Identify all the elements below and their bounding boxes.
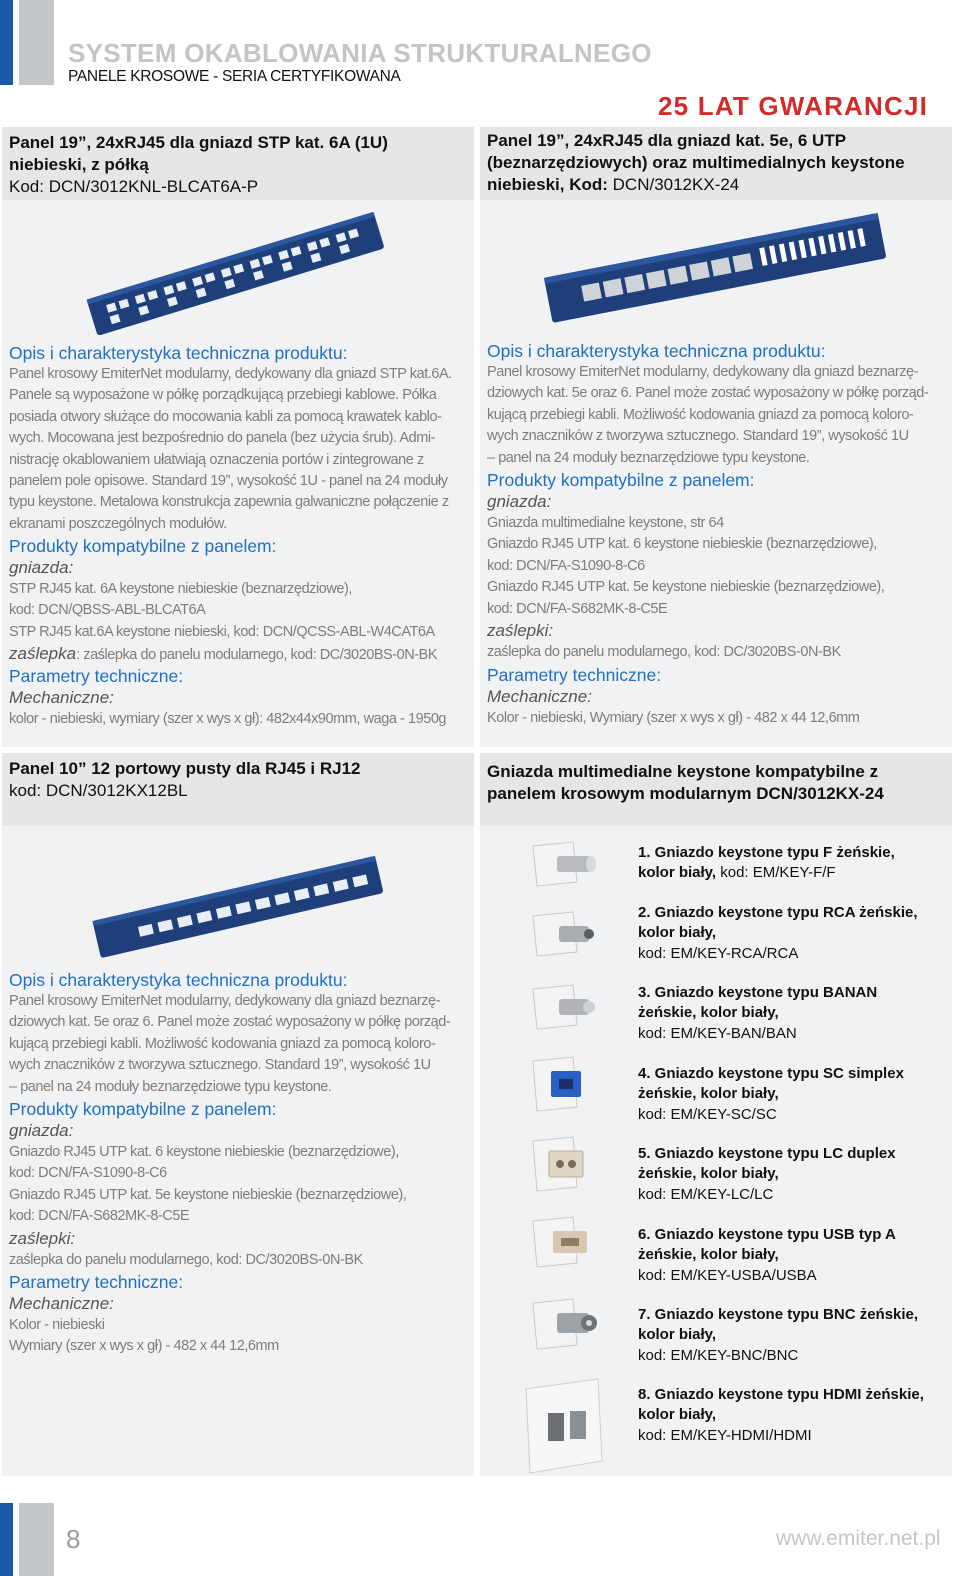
product3-desc-line: dziowych kat. 5e oraz 6. Panel może zostać wyposażony w półkę porząd- bbox=[9, 1014, 451, 1031]
product1-panel-image bbox=[80, 210, 390, 335]
product1-gniazda-line: STP RJ45 kat.6A keystone niebieski, kod: DCN/QCSS-ABL-W4CAT6A bbox=[9, 623, 435, 640]
product1-desc-line: nistrację okablowaniem ułatwiają oznaczenia portów i zintegrowane z bbox=[9, 451, 424, 468]
product2-desc-line: – panel na 24 moduły beznarzędziowe typu keystone. bbox=[487, 449, 810, 466]
keystone-item: 5. Gniazdo keystone typu LC duplex żeńskie, kolor biały, kod: EM/KEY-LC/LC bbox=[638, 1145, 896, 1203]
product3-desc-line: Panel krosowy EmiterNet modularny, dedykowany dla gniazd beznarzę- bbox=[9, 993, 441, 1009]
product3-compat-heading: Produkty kompatybilne z panelem: bbox=[9, 1099, 277, 1119]
product2-desc-line: dziowych kat. 5e oraz 6. Panel może zostać wyposażony w półkę porząd- bbox=[487, 385, 929, 402]
keystone-title-line1: Gniazda multimedialne keystone kompatybilne z bbox=[487, 762, 879, 781]
product3-mech-line: Wymiary (szer x wys x gł) - 482 x 44 12,6mm bbox=[9, 1338, 279, 1355]
product2-compat-heading: Produkty kompatybilne z panelem: bbox=[487, 470, 755, 490]
hdmi-connector-icon bbox=[518, 1373, 613, 1478]
keystone-item: 6. Gniazdo keystone typu USB typ A żeńskie, kolor biały, kod: EM/KEY-USBA/USBA bbox=[638, 1226, 896, 1284]
gniazda-label: gniazda bbox=[9, 1121, 69, 1140]
f-connector-icon bbox=[525, 838, 600, 893]
product3-mech-label: Mechaniczne: bbox=[9, 1294, 114, 1313]
product3-gniazda-line: kod: DCN/FA-S682MK-8-C5E bbox=[9, 1208, 190, 1225]
keystone-item: 8. Gniazdo keystone typu HDMI żeńskie, kolor biały, kod: EM/KEY-HDMI/HDMI bbox=[638, 1386, 924, 1444]
keystone-item: 3. Gniazdo keystone typu BANAN żeńskie, kolor biały, kod: EM/KEY-BAN/BAN bbox=[638, 984, 878, 1042]
product3-zaslepki-line: zaślepka do panelu modularnego, kod: DC/3020BS-0N-BK bbox=[9, 1252, 363, 1268]
keystone-item: 7. Gniazdo keystone typu BNC żeńskie, kolor biały, kod: EM/KEY-BNC/BNC bbox=[638, 1306, 919, 1364]
product1-desc-heading: Opis i charakterystyka techniczna produktu: bbox=[9, 343, 348, 363]
product1-desc bbox=[9, 364, 471, 535]
page-number: 8 bbox=[66, 1524, 81, 1554]
product1-gniazda-list bbox=[9, 579, 471, 643]
mech-label: Mechaniczne bbox=[487, 687, 588, 706]
header-gray-bar bbox=[19, 0, 54, 85]
product3-zaslepki-label: zaślepki: bbox=[9, 1229, 76, 1248]
product2-gniazda-line: Gniazdo RJ45 UTP kat. 5e keystone niebieskie (beznarzędziowe), bbox=[487, 579, 885, 596]
warranty-banner: 25 LAT GWARANCJI bbox=[658, 91, 929, 121]
product1-code: Kod: DCN/3012KNL-BLCAT6A-P bbox=[9, 177, 259, 196]
product2-panel-image bbox=[540, 205, 890, 330]
product2-desc bbox=[487, 362, 949, 469]
product3-desc-heading: Opis i charakterystyka techniczna produktu: bbox=[9, 970, 348, 990]
website-url: www.emiter.net.pl bbox=[776, 1527, 941, 1550]
gniazda-label: gniazda bbox=[487, 492, 547, 511]
header-blue-bar bbox=[0, 0, 13, 85]
zaslepka-text: : zaślepka do panelu modularnego, kod: DC/3020BS-0N-BK bbox=[76, 647, 438, 663]
product1-zaslepka bbox=[9, 643, 437, 666]
product2-zaslepki-label: zaślepki: bbox=[487, 621, 554, 640]
mech-label: Mechaniczne bbox=[9, 688, 110, 707]
product2-mech-line: Kolor - niebieski, Wymiary (szer x wys x gł) - 482 x 44 12,6mm bbox=[487, 710, 860, 726]
keystone-item: 1. Gniazdo keystone typu F żeńskie, kolor biały, kod: EM/KEY-F/F bbox=[638, 844, 895, 882]
product3-gniazda-line: kod: DCN/FA-S1090-8-C6 bbox=[9, 1165, 167, 1182]
product1-gniazda-line: kod: DCN/QBSS-ABL-BLCAT6A bbox=[9, 602, 206, 619]
product2-desc-heading: Opis i charakterystyka techniczna produktu: bbox=[487, 341, 826, 361]
keystone-title-line2: panelem krosowym modularnym DCN/3012KX-24 bbox=[487, 784, 884, 803]
product3-gniazda-line: Gniazdo RJ45 UTP kat. 6 keystone niebieskie (beznarzędziowe), bbox=[9, 1144, 399, 1160]
product3-gniazda-label: gniazda: bbox=[9, 1121, 74, 1140]
product3-desc-line: – panel na 24 moduły beznarzędziowe typu keystone. bbox=[9, 1078, 332, 1095]
product1-desc-line: posiada otwory służące do mocowania kabli za pomocą krawatek kablo- bbox=[9, 408, 442, 425]
rca-connector-icon bbox=[525, 908, 600, 963]
product1-mech-line: kolor - niebieski, wymiary (szer x wys x gł): 482x44x90mm, waga - 1950g bbox=[9, 711, 447, 727]
bnc-connector-icon bbox=[525, 1295, 600, 1355]
product3-zaslepki-list bbox=[9, 1250, 471, 1271]
footer-gray-bar bbox=[19, 1503, 54, 1576]
product1-desc-line: wych. Mocowana jest bezpośrednio do panela (bez użycia śrub). Admi- bbox=[9, 430, 436, 447]
product3-desc-line: wych znaczników z tworzywa sztucznego. Standard 19”, wysokość 1U bbox=[9, 1057, 431, 1074]
product1-desc-line: Panel krosowy EmiterNet modularny, dedykowany dla gniazd STP kat.6A. bbox=[9, 366, 452, 382]
product3-mech bbox=[9, 1315, 471, 1358]
product2-zaslepki-line: zaślepka do panelu modularnego, kod: DC/3020BS-0N-BK bbox=[487, 644, 841, 660]
product2-mech-label: Mechaniczne: bbox=[487, 687, 592, 706]
product2-gniazda-list bbox=[487, 513, 949, 620]
product2-gniazda-line: kod: DCN/FA-S1090-8-C6 bbox=[487, 557, 645, 574]
keystone-list bbox=[480, 753, 952, 1476]
product3-mech-line: Kolor - niebieski bbox=[9, 1317, 105, 1333]
header-title: SYSTEM OKABLOWANIA STRUKTURALNEGO bbox=[68, 38, 652, 68]
product3-desc bbox=[9, 991, 471, 1098]
product1-mech bbox=[9, 709, 479, 730]
product1-title bbox=[9, 132, 388, 198]
product2-desc-line: Panel krosowy EmiterNet modularny, dedykowany dla gniazd beznarzę- bbox=[487, 364, 919, 380]
header-subtitle: PANELE KROSOWE - SERIA CERTYFIKOWANA bbox=[68, 68, 401, 85]
product2-title-line2: (beznarzędziowych) oraz multimedialnych keystone bbox=[487, 153, 905, 172]
keystone-item: 4. Gniazdo keystone typu SC simplex żeńskie, kolor biały, kod: EM/KEY-SC/SC bbox=[638, 1065, 904, 1123]
product1-gniazda-label: gniazda: bbox=[9, 558, 74, 577]
product3-gniazda-line: Gniazdo RJ45 UTP kat. 5e keystone niebieskie (beznarzędziowe), bbox=[9, 1186, 407, 1203]
product1-params-heading: Parametry techniczne: bbox=[9, 666, 184, 686]
product2-mech bbox=[487, 708, 949, 729]
usb-connector-icon bbox=[525, 1213, 600, 1273]
product2-gniazda-line: kod: DCN/FA-S682MK-8-C5E bbox=[487, 600, 668, 617]
product2-gniazda-line: Gniazdo RJ45 UTP kat. 6 keystone niebieskie (beznarzędziowe), bbox=[487, 536, 877, 553]
product2-code: DCN/3012KX-24 bbox=[612, 175, 740, 194]
footer-blue-bar bbox=[0, 1503, 13, 1576]
product1-desc-line: ekranami poszczególnych modułów. bbox=[9, 515, 227, 532]
lc-duplex-connector-icon bbox=[525, 1133, 600, 1198]
product3-title-line1: Panel 10” 12 portowy pusty dla RJ45 i RJ12 bbox=[9, 759, 361, 778]
product2-desc-line: wych znaczników z tworzywa sztucznego. Standard 19”, wysokość 1U bbox=[487, 428, 909, 445]
product3-code: kod: DCN/3012KX12BL bbox=[9, 781, 188, 800]
product2-title bbox=[487, 130, 905, 196]
gniazda-label: gniazda bbox=[9, 558, 69, 577]
keystone-item: 2. Gniazdo keystone typu RCA żeńskie, kolor biały, kod: EM/KEY-RCA/RCA bbox=[638, 904, 918, 962]
product2-gniazda-line: Gniazda multimedialne keystone, str 64 bbox=[487, 515, 724, 531]
product2-gniazda-label: gniazda: bbox=[487, 492, 552, 511]
product3-panel-image bbox=[88, 850, 388, 965]
product1-desc-line: typu keystone. Metalowa konstrukcja zapewnia galwaniczne połączenie z bbox=[9, 494, 449, 511]
product3-params-heading: Parametry techniczne: bbox=[9, 1272, 184, 1292]
banana-connector-icon bbox=[525, 981, 600, 1036]
product2-desc-line: kującą przebiegi kabli. Możliwość kodowania gniazd za pomocą koloro- bbox=[487, 406, 914, 423]
product2-title-line1: Panel 19”, 24xRJ45 dla gniazd kat. 5e, 6 UTP bbox=[487, 131, 847, 150]
product2-title-line3: niebieski, Kod: DCN/3012KX-24 bbox=[487, 175, 740, 194]
product1-compat-heading: Produkty kompatybilne z panelem: bbox=[9, 536, 277, 556]
product1-gniazda-line: STP RJ45 kat. 6A keystone niebieskie (beznarzędziowe), bbox=[9, 581, 352, 597]
product1-title-line2: niebieski, z półką bbox=[9, 155, 149, 174]
sc-simplex-connector-icon bbox=[525, 1053, 600, 1118]
product2-params-heading: Parametry techniczne: bbox=[487, 665, 662, 685]
zaslepki-label: zaślepki bbox=[487, 621, 549, 640]
product3-title bbox=[9, 758, 360, 802]
product1-title-line1: Panel 19”, 24xRJ45 dla gniazd STP kat. 6A (1U) bbox=[9, 133, 388, 152]
product2-zaslepki-list bbox=[487, 642, 949, 663]
zaslepka-label: zaślepka bbox=[9, 644, 77, 663]
product3-gniazda-list bbox=[9, 1142, 471, 1228]
zaslepki-label: zaślepki bbox=[9, 1229, 71, 1248]
product1-desc-line: panelem pole opisowe. Standard 19”, wysokość 1U - panel na 24 moduły bbox=[9, 473, 448, 490]
product1-mech-label: Mechaniczne: bbox=[9, 688, 114, 707]
mech-label: Mechaniczne bbox=[9, 1294, 110, 1313]
product3-desc-line: kującą przebiegi kabli. Możliwość kodowania gniazd za pomocą koloro- bbox=[9, 1035, 436, 1052]
product1-desc-line: Panele są wyposażone w półkę porządkującą przebiegi kablowe. Półka bbox=[9, 387, 437, 404]
